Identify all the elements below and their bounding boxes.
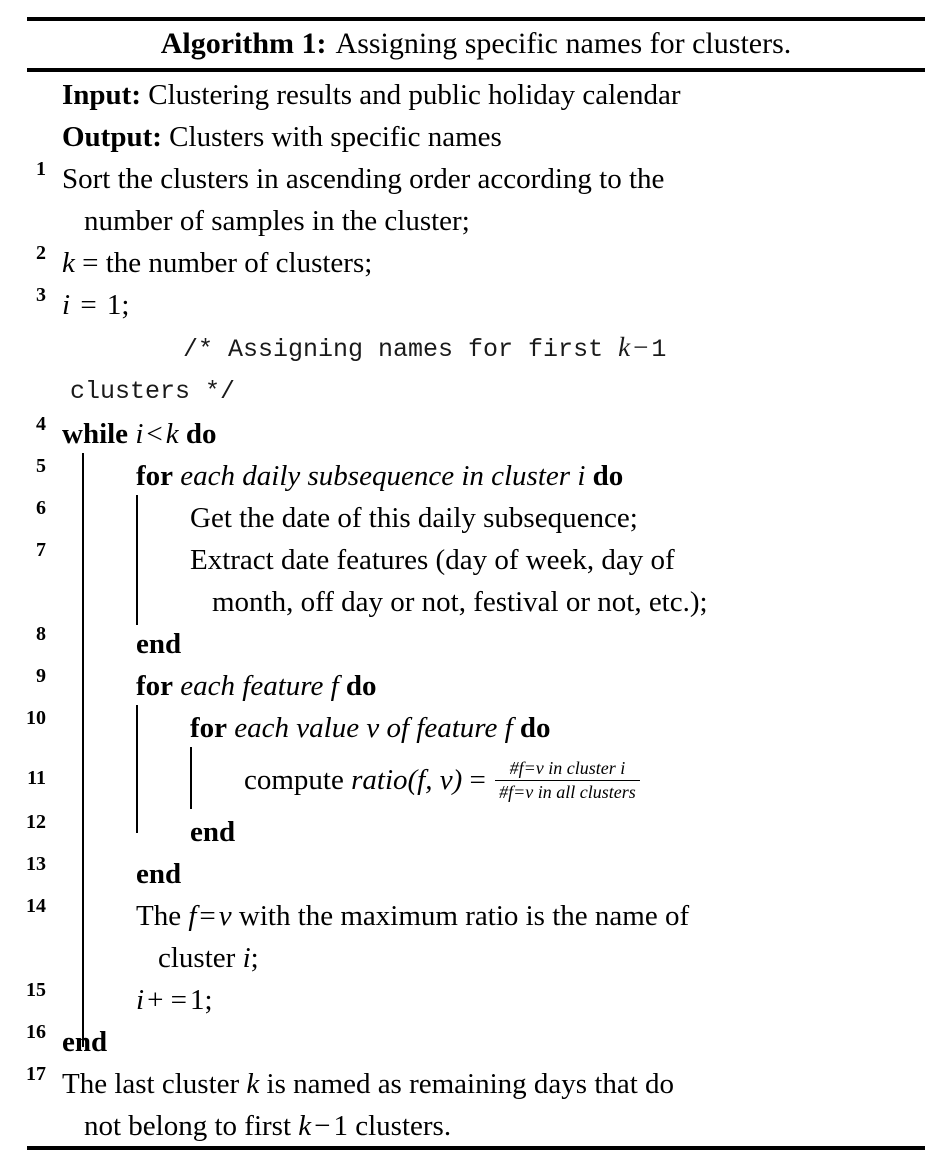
keyword-end: end <box>136 628 182 660</box>
line-11-args: (f, v) <box>407 764 463 796</box>
line-content-8 <box>54 623 926 665</box>
line-14-text-a: The <box>136 900 182 932</box>
table-row <box>0 623 944 665</box>
line-content-2 <box>54 242 926 284</box>
line-2-eq: = <box>82 247 99 279</box>
line-14-var-v: v <box>218 900 232 932</box>
line-17-var-k: k <box>246 1068 260 1100</box>
line-15-op: + = <box>147 984 188 1016</box>
comment-minus: − <box>633 332 649 362</box>
input-label: Input: <box>62 79 141 111</box>
line-17-text-b: is named as remaining days that do <box>266 1068 675 1100</box>
line-content-14 <box>54 895 926 979</box>
fraction-denominator: #f=v in all clusters <box>499 781 636 802</box>
line-11-text: compute <box>244 764 344 796</box>
keyword-do: do <box>592 460 624 492</box>
table-row <box>0 539 944 623</box>
comment-text-a: /* Assigning names for first <box>183 335 604 364</box>
line-7-text-b: month, off day or not, festival or not, etc.); <box>212 586 708 618</box>
line-10-cond-b: of feature <box>386 712 498 744</box>
line-9-var: f <box>330 670 339 702</box>
table-row <box>0 749 944 811</box>
line-1-text-b: number of samples in the cluster; <box>84 205 470 237</box>
line-14-var-f: f <box>188 900 197 932</box>
keyword-do: do <box>185 418 217 450</box>
line-number: 2 <box>36 242 46 264</box>
table-row <box>0 1063 944 1147</box>
line-number: 14 <box>26 895 46 917</box>
line-content-6 <box>54 497 926 539</box>
table-row <box>0 895 944 979</box>
line-content-16 <box>54 1021 926 1063</box>
comment-text-b: clusters */ <box>70 377 236 406</box>
line-number: 3 <box>36 284 46 306</box>
line-15-value: 1; <box>190 984 213 1016</box>
line-17-text-c: not belong to first <box>84 1110 292 1142</box>
line-10-var-v: v <box>366 712 380 744</box>
algorithm-caption-text: Assigning specific names for clusters. <box>335 27 792 60</box>
line-content-7 <box>54 539 926 623</box>
line-number: 4 <box>36 413 46 435</box>
line-17-one: 1 <box>333 1110 348 1142</box>
table-row <box>0 158 944 242</box>
line-content-5 <box>54 455 926 497</box>
table-row <box>0 979 944 1021</box>
line-number: 11 <box>27 767 46 789</box>
input-text: Clustering results and public holiday calendar <box>148 79 681 111</box>
line-17-text-d: clusters. <box>355 1110 452 1142</box>
line-1-text-a: Sort the clusters in ascending order according to the <box>62 163 665 195</box>
line-number: 1 <box>36 158 46 180</box>
line-3-value: 1; <box>106 289 130 321</box>
line-number: 15 <box>26 979 46 1001</box>
rule-middle <box>27 68 925 72</box>
keyword-while: while <box>62 418 129 450</box>
line-5-cond: each daily subsequence in cluster <box>180 460 571 492</box>
line-number: 17 <box>26 1063 46 1085</box>
line-content-11 <box>54 749 926 811</box>
algorithm-lines <box>0 74 944 1147</box>
algorithm-output-row <box>0 116 944 158</box>
line-14-var-i: i <box>242 942 251 974</box>
comment-var-k: k <box>618 332 631 362</box>
keyword-for: for <box>136 460 174 492</box>
line-content-13 <box>54 853 926 895</box>
ratio-fraction <box>495 758 640 803</box>
keyword-do: do <box>345 670 377 702</box>
line-2-var: k <box>62 247 75 279</box>
line-9-cond: each feature <box>180 670 324 702</box>
algorithm-output <box>54 116 926 158</box>
line-number: 9 <box>36 665 46 687</box>
line-number: 7 <box>36 539 46 561</box>
line-11-fn: ratio <box>351 764 408 796</box>
line-number: 6 <box>36 497 46 519</box>
algorithm-input <box>54 74 926 116</box>
line-content-12 <box>54 811 926 853</box>
rule-bottom <box>27 1146 925 1150</box>
line-content-10 <box>54 707 926 749</box>
algorithm-caption-label: Algorithm 1: <box>160 27 327 60</box>
keyword-end: end <box>190 816 236 848</box>
line-3-var: i <box>62 289 71 321</box>
table-row <box>0 1021 944 1063</box>
line-15-var: i <box>136 984 145 1016</box>
algorithm-caption <box>27 20 925 68</box>
line-14-text-c: cluster <box>158 942 236 974</box>
table-row <box>0 497 944 539</box>
line-17-var-k2: k <box>298 1110 312 1142</box>
line-content-1 <box>54 158 926 242</box>
line-3-eq: = <box>80 289 97 321</box>
line-number: 16 <box>26 1021 46 1043</box>
line-4-var-i: i <box>135 418 144 450</box>
line-14-eq: = <box>199 900 216 932</box>
line-content-9 <box>54 665 926 707</box>
keyword-for: for <box>190 712 228 744</box>
line-content-17 <box>54 1063 926 1147</box>
line-4-var-k: k <box>165 418 179 450</box>
line-content-15 <box>54 979 926 1021</box>
table-row <box>0 284 944 326</box>
keyword-for: for <box>136 670 174 702</box>
table-row <box>0 455 944 497</box>
line-number: 10 <box>26 707 46 729</box>
table-row <box>0 707 944 749</box>
line-10-var-f: f <box>504 712 513 744</box>
line-17-text-a: The last cluster <box>62 1068 240 1100</box>
line-number: 5 <box>36 455 46 477</box>
output-label: Output: <box>62 121 162 153</box>
table-row <box>0 853 944 895</box>
line-7-text-a: Extract date features (day of week, day of <box>190 544 675 576</box>
line-14-text-b: with the maximum ratio is the name of <box>238 900 690 932</box>
algorithm-input-row <box>0 74 944 116</box>
line-6-text: Get the date of this daily subsequence; <box>190 502 638 534</box>
line-17-minus: − <box>314 1110 331 1142</box>
line-4-op-lt: < <box>146 418 163 450</box>
table-row <box>0 242 944 284</box>
line-content-3 <box>54 284 926 326</box>
line-number: 8 <box>36 623 46 645</box>
table-row <box>0 413 944 455</box>
line-5-var: i <box>577 460 586 492</box>
keyword-end: end <box>62 1026 108 1058</box>
keyword-do: do <box>519 712 551 744</box>
line-10-cond-a: each value <box>234 712 360 744</box>
table-row <box>0 665 944 707</box>
output-text: Clusters with specific names <box>169 121 502 153</box>
line-number: 12 <box>26 811 46 833</box>
keyword-end: end <box>136 858 182 890</box>
line-11-eq: = <box>469 764 486 796</box>
line-14-semi: ; <box>250 942 259 974</box>
algorithm-comment <box>54 326 926 413</box>
line-content-4 <box>54 413 926 455</box>
line-number: 13 <box>26 853 46 875</box>
line-2-text: the number of clusters; <box>105 247 373 279</box>
fraction-numerator: #f=v in cluster i <box>495 758 640 781</box>
algorithm-comment-row <box>0 326 944 413</box>
table-row <box>0 811 944 853</box>
comment-one: 1 <box>651 335 667 364</box>
